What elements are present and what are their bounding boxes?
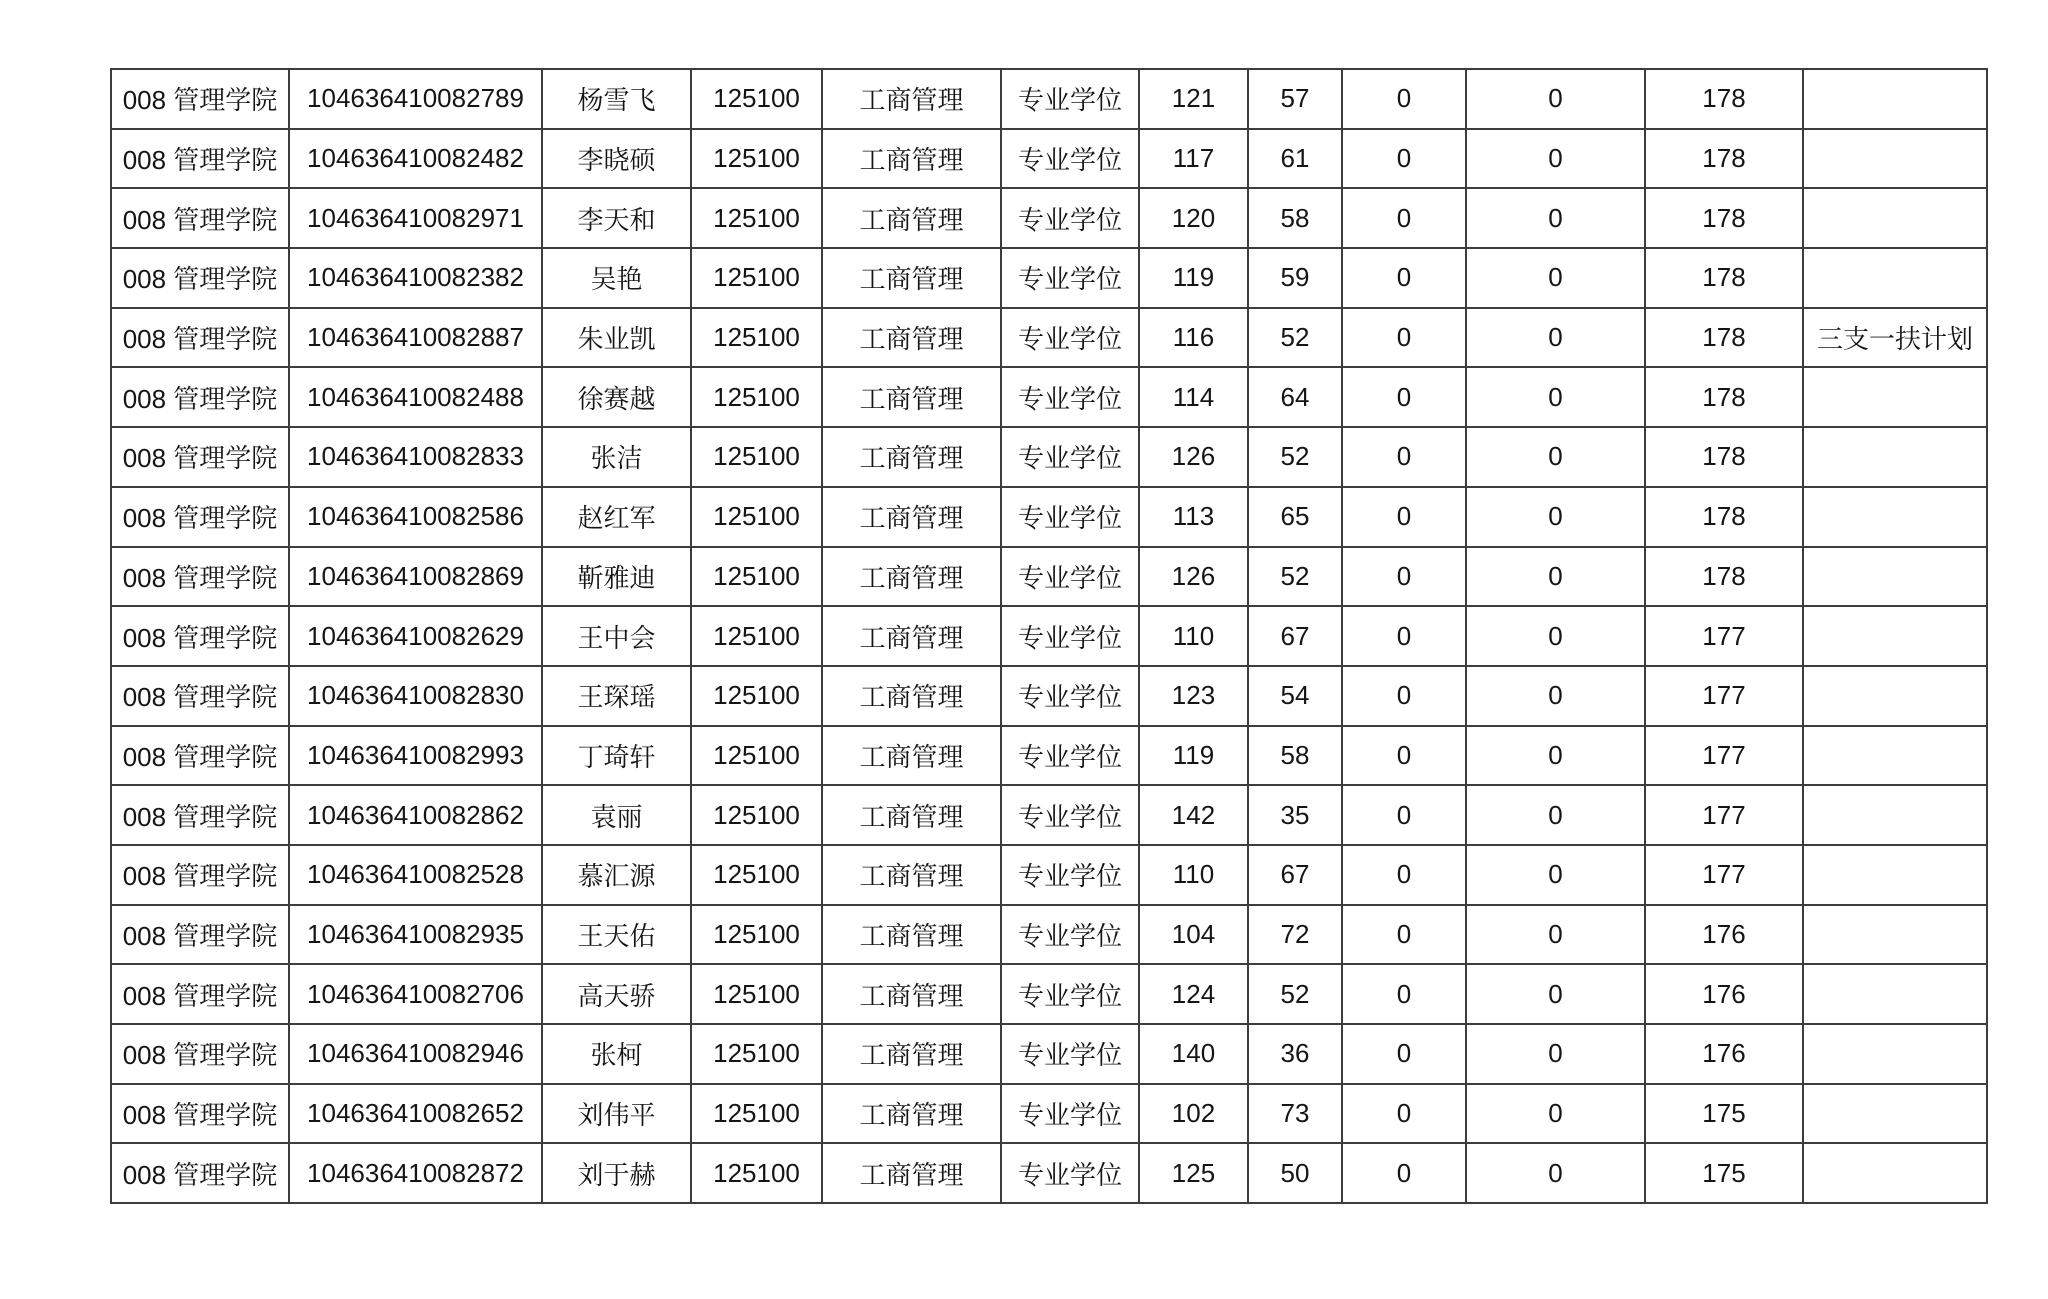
table-row bbox=[111, 547, 1987, 607]
cell-score2: 59 bbox=[1248, 248, 1342, 308]
cell-department: 008 管理学院 bbox=[111, 1024, 289, 1084]
cell-score2: 54 bbox=[1248, 666, 1342, 726]
cell-bonus-a: 0 bbox=[1342, 845, 1466, 905]
cell-score2: 67 bbox=[1248, 606, 1342, 666]
cell-note bbox=[1803, 487, 1987, 547]
cell-major-code: 125100 bbox=[691, 248, 822, 308]
cell-degree-type: 专业学位 bbox=[1001, 308, 1139, 368]
cell-bonus-a: 0 bbox=[1342, 487, 1466, 547]
cell-major: 工商管理 bbox=[822, 487, 1001, 547]
cell-name: 刘于赫 bbox=[542, 1143, 691, 1203]
cell-total: 177 bbox=[1645, 785, 1803, 845]
cell-major-code: 125100 bbox=[691, 785, 822, 845]
table-row bbox=[111, 487, 1987, 547]
cell-bonus-a: 0 bbox=[1342, 129, 1466, 189]
cell-score2: 64 bbox=[1248, 367, 1342, 427]
cell-bonus-a: 0 bbox=[1342, 547, 1466, 607]
cell-note bbox=[1803, 1143, 1987, 1203]
cell-note bbox=[1803, 845, 1987, 905]
cell-bonus-a: 0 bbox=[1342, 785, 1466, 845]
cell-total: 178 bbox=[1645, 248, 1803, 308]
cell-score2: 73 bbox=[1248, 1084, 1342, 1144]
cell-note bbox=[1803, 1024, 1987, 1084]
cell-bonus-b: 0 bbox=[1466, 188, 1645, 248]
cell-score2: 52 bbox=[1248, 427, 1342, 487]
cell-candidate-id: 104636410082869 bbox=[289, 547, 542, 607]
cell-candidate-id: 104636410082706 bbox=[289, 964, 542, 1024]
cell-major-code: 125100 bbox=[691, 427, 822, 487]
cell-score1: 124 bbox=[1139, 964, 1248, 1024]
cell-name: 张柯 bbox=[542, 1024, 691, 1084]
cell-bonus-a: 0 bbox=[1342, 1084, 1466, 1144]
cell-candidate-id: 104636410082993 bbox=[289, 726, 542, 786]
cell-total: 176 bbox=[1645, 1024, 1803, 1084]
cell-score2: 58 bbox=[1248, 726, 1342, 786]
cell-note bbox=[1803, 726, 1987, 786]
cell-bonus-b: 0 bbox=[1466, 129, 1645, 189]
cell-total: 178 bbox=[1645, 129, 1803, 189]
cell-name: 王天佑 bbox=[542, 905, 691, 965]
cell-department: 008 管理学院 bbox=[111, 487, 289, 547]
cell-total: 178 bbox=[1645, 188, 1803, 248]
cell-department: 008 管理学院 bbox=[111, 308, 289, 368]
cell-score1: 142 bbox=[1139, 785, 1248, 845]
cell-name: 王琛瑶 bbox=[542, 666, 691, 726]
cell-note bbox=[1803, 785, 1987, 845]
cell-candidate-id: 104636410082833 bbox=[289, 427, 542, 487]
cell-score2: 52 bbox=[1248, 964, 1342, 1024]
cell-bonus-a: 0 bbox=[1342, 726, 1466, 786]
table-row bbox=[111, 964, 1987, 1024]
cell-total: 176 bbox=[1645, 964, 1803, 1024]
table-row bbox=[111, 188, 1987, 248]
cell-score1: 125 bbox=[1139, 1143, 1248, 1203]
cell-department: 008 管理学院 bbox=[111, 964, 289, 1024]
cell-bonus-a: 0 bbox=[1342, 308, 1466, 368]
cell-score1: 110 bbox=[1139, 606, 1248, 666]
cell-candidate-id: 104636410082586 bbox=[289, 487, 542, 547]
cell-major: 工商管理 bbox=[822, 427, 1001, 487]
cell-score1: 113 bbox=[1139, 487, 1248, 547]
table-row bbox=[111, 785, 1987, 845]
cell-degree-type: 专业学位 bbox=[1001, 905, 1139, 965]
table-row bbox=[111, 308, 1987, 368]
cell-score2: 65 bbox=[1248, 487, 1342, 547]
cell-note bbox=[1803, 129, 1987, 189]
cell-bonus-a: 0 bbox=[1342, 248, 1466, 308]
table-row bbox=[111, 845, 1987, 905]
cell-bonus-b: 0 bbox=[1466, 666, 1645, 726]
cell-department: 008 管理学院 bbox=[111, 248, 289, 308]
cell-bonus-a: 0 bbox=[1342, 1024, 1466, 1084]
cell-major: 工商管理 bbox=[822, 905, 1001, 965]
cell-candidate-id: 104636410082652 bbox=[289, 1084, 542, 1144]
cell-candidate-id: 104636410082872 bbox=[289, 1143, 542, 1203]
cell-total: 178 bbox=[1645, 547, 1803, 607]
cell-bonus-b: 0 bbox=[1466, 1084, 1645, 1144]
cell-name: 吴艳 bbox=[542, 248, 691, 308]
cell-note bbox=[1803, 69, 1987, 129]
cell-department: 008 管理学院 bbox=[111, 367, 289, 427]
cell-candidate-id: 104636410082629 bbox=[289, 606, 542, 666]
cell-candidate-id: 104636410082862 bbox=[289, 785, 542, 845]
cell-bonus-b: 0 bbox=[1466, 547, 1645, 607]
cell-degree-type: 专业学位 bbox=[1001, 367, 1139, 427]
cell-degree-type: 专业学位 bbox=[1001, 726, 1139, 786]
cell-note bbox=[1803, 905, 1987, 965]
cell-candidate-id: 104636410082971 bbox=[289, 188, 542, 248]
cell-department: 008 管理学院 bbox=[111, 606, 289, 666]
cell-bonus-b: 0 bbox=[1466, 1143, 1645, 1203]
cell-note bbox=[1803, 367, 1987, 427]
cell-total: 178 bbox=[1645, 69, 1803, 129]
cell-note bbox=[1803, 248, 1987, 308]
cell-score2: 36 bbox=[1248, 1024, 1342, 1084]
cell-score1: 110 bbox=[1139, 845, 1248, 905]
cell-name: 王中会 bbox=[542, 606, 691, 666]
cell-bonus-b: 0 bbox=[1466, 487, 1645, 547]
cell-score1: 121 bbox=[1139, 69, 1248, 129]
cell-department: 008 管理学院 bbox=[111, 666, 289, 726]
cell-department: 008 管理学院 bbox=[111, 905, 289, 965]
cell-score1: 116 bbox=[1139, 308, 1248, 368]
cell-name: 杨雪飞 bbox=[542, 69, 691, 129]
cell-score1: 102 bbox=[1139, 1084, 1248, 1144]
cell-major: 工商管理 bbox=[822, 308, 1001, 368]
cell-name: 徐赛越 bbox=[542, 367, 691, 427]
cell-name: 李晓硕 bbox=[542, 129, 691, 189]
cell-bonus-b: 0 bbox=[1466, 845, 1645, 905]
cell-score2: 61 bbox=[1248, 129, 1342, 189]
cell-note bbox=[1803, 1084, 1987, 1144]
table-row bbox=[111, 905, 1987, 965]
cell-score1: 119 bbox=[1139, 248, 1248, 308]
admission-score-table bbox=[110, 68, 1988, 1204]
table-row bbox=[111, 726, 1987, 786]
table-row bbox=[111, 248, 1987, 308]
cell-major: 工商管理 bbox=[822, 1143, 1001, 1203]
cell-major: 工商管理 bbox=[822, 726, 1001, 786]
cell-candidate-id: 104636410082935 bbox=[289, 905, 542, 965]
cell-department: 008 管理学院 bbox=[111, 726, 289, 786]
cell-degree-type: 专业学位 bbox=[1001, 606, 1139, 666]
cell-bonus-a: 0 bbox=[1342, 367, 1466, 427]
cell-note: 三支一扶计划 bbox=[1803, 308, 1987, 368]
cell-department: 008 管理学院 bbox=[111, 69, 289, 129]
cell-name: 张洁 bbox=[542, 427, 691, 487]
cell-degree-type: 专业学位 bbox=[1001, 1084, 1139, 1144]
cell-total: 175 bbox=[1645, 1084, 1803, 1144]
table-row bbox=[111, 1143, 1987, 1203]
cell-major: 工商管理 bbox=[822, 666, 1001, 726]
cell-score1: 123 bbox=[1139, 666, 1248, 726]
cell-major-code: 125100 bbox=[691, 666, 822, 726]
cell-score2: 67 bbox=[1248, 845, 1342, 905]
cell-major-code: 125100 bbox=[691, 308, 822, 368]
cell-degree-type: 专业学位 bbox=[1001, 1143, 1139, 1203]
cell-department: 008 管理学院 bbox=[111, 1084, 289, 1144]
cell-major: 工商管理 bbox=[822, 547, 1001, 607]
cell-degree-type: 专业学位 bbox=[1001, 487, 1139, 547]
cell-name: 刘伟平 bbox=[542, 1084, 691, 1144]
cell-candidate-id: 104636410082482 bbox=[289, 129, 542, 189]
cell-major-code: 125100 bbox=[691, 69, 822, 129]
cell-total: 177 bbox=[1645, 726, 1803, 786]
cell-department: 008 管理学院 bbox=[111, 188, 289, 248]
cell-bonus-b: 0 bbox=[1466, 308, 1645, 368]
cell-major: 工商管理 bbox=[822, 69, 1001, 129]
cell-score2: 52 bbox=[1248, 547, 1342, 607]
table-row bbox=[111, 129, 1987, 189]
cell-degree-type: 专业学位 bbox=[1001, 248, 1139, 308]
cell-score1: 114 bbox=[1139, 367, 1248, 427]
cell-score1: 140 bbox=[1139, 1024, 1248, 1084]
cell-note bbox=[1803, 547, 1987, 607]
cell-total: 175 bbox=[1645, 1143, 1803, 1203]
cell-major-code: 125100 bbox=[691, 1024, 822, 1084]
cell-major-code: 125100 bbox=[691, 487, 822, 547]
table-row bbox=[111, 1024, 1987, 1084]
cell-name: 赵红军 bbox=[542, 487, 691, 547]
cell-total: 178 bbox=[1645, 367, 1803, 427]
cell-major-code: 125100 bbox=[691, 905, 822, 965]
cell-major-code: 125100 bbox=[691, 726, 822, 786]
cell-total: 177 bbox=[1645, 666, 1803, 726]
cell-score1: 126 bbox=[1139, 547, 1248, 607]
cell-degree-type: 专业学位 bbox=[1001, 69, 1139, 129]
cell-major: 工商管理 bbox=[822, 1084, 1001, 1144]
cell-bonus-b: 0 bbox=[1466, 1024, 1645, 1084]
cell-bonus-a: 0 bbox=[1342, 964, 1466, 1024]
cell-score1: 119 bbox=[1139, 726, 1248, 786]
cell-bonus-a: 0 bbox=[1342, 666, 1466, 726]
cell-score2: 35 bbox=[1248, 785, 1342, 845]
cell-degree-type: 专业学位 bbox=[1001, 666, 1139, 726]
cell-major-code: 125100 bbox=[691, 129, 822, 189]
cell-bonus-a: 0 bbox=[1342, 69, 1466, 129]
cell-bonus-a: 0 bbox=[1342, 427, 1466, 487]
cell-total: 176 bbox=[1645, 905, 1803, 965]
cell-bonus-b: 0 bbox=[1466, 248, 1645, 308]
cell-department: 008 管理学院 bbox=[111, 845, 289, 905]
cell-major-code: 125100 bbox=[691, 1084, 822, 1144]
cell-name: 慕汇源 bbox=[542, 845, 691, 905]
cell-total: 178 bbox=[1645, 427, 1803, 487]
cell-bonus-b: 0 bbox=[1466, 367, 1645, 427]
cell-bonus-a: 0 bbox=[1342, 188, 1466, 248]
cell-degree-type: 专业学位 bbox=[1001, 964, 1139, 1024]
cell-candidate-id: 104636410082946 bbox=[289, 1024, 542, 1084]
table-row bbox=[111, 367, 1987, 427]
cell-note bbox=[1803, 666, 1987, 726]
cell-degree-type: 专业学位 bbox=[1001, 427, 1139, 487]
table-row bbox=[111, 69, 1987, 129]
cell-total: 178 bbox=[1645, 308, 1803, 368]
cell-score2: 72 bbox=[1248, 905, 1342, 965]
cell-candidate-id: 104636410082789 bbox=[289, 69, 542, 129]
cell-bonus-b: 0 bbox=[1466, 69, 1645, 129]
cell-major-code: 125100 bbox=[691, 606, 822, 666]
cell-major-code: 125100 bbox=[691, 845, 822, 905]
cell-score1: 117 bbox=[1139, 129, 1248, 189]
cell-major: 工商管理 bbox=[822, 188, 1001, 248]
cell-major: 工商管理 bbox=[822, 785, 1001, 845]
cell-total: 177 bbox=[1645, 606, 1803, 666]
cell-note bbox=[1803, 964, 1987, 1024]
cell-name: 袁丽 bbox=[542, 785, 691, 845]
cell-bonus-b: 0 bbox=[1466, 905, 1645, 965]
cell-score1: 126 bbox=[1139, 427, 1248, 487]
cell-name: 朱业凯 bbox=[542, 308, 691, 368]
cell-bonus-a: 0 bbox=[1342, 1143, 1466, 1203]
cell-score2: 52 bbox=[1248, 308, 1342, 368]
cell-bonus-b: 0 bbox=[1466, 606, 1645, 666]
cell-name: 高天骄 bbox=[542, 964, 691, 1024]
cell-department: 008 管理学院 bbox=[111, 1143, 289, 1203]
cell-candidate-id: 104636410082528 bbox=[289, 845, 542, 905]
cell-score1: 104 bbox=[1139, 905, 1248, 965]
table-row bbox=[111, 1084, 1987, 1144]
cell-note bbox=[1803, 427, 1987, 487]
cell-major: 工商管理 bbox=[822, 1024, 1001, 1084]
cell-major-code: 125100 bbox=[691, 547, 822, 607]
cell-name: 丁琦轩 bbox=[542, 726, 691, 786]
cell-department: 008 管理学院 bbox=[111, 785, 289, 845]
table-row bbox=[111, 606, 1987, 666]
cell-major: 工商管理 bbox=[822, 845, 1001, 905]
cell-candidate-id: 104636410082887 bbox=[289, 308, 542, 368]
cell-note bbox=[1803, 188, 1987, 248]
cell-major-code: 125100 bbox=[691, 367, 822, 427]
cell-bonus-a: 0 bbox=[1342, 905, 1466, 965]
cell-department: 008 管理学院 bbox=[111, 129, 289, 189]
table-row bbox=[111, 666, 1987, 726]
cell-degree-type: 专业学位 bbox=[1001, 547, 1139, 607]
cell-score2: 57 bbox=[1248, 69, 1342, 129]
cell-bonus-b: 0 bbox=[1466, 964, 1645, 1024]
cell-degree-type: 专业学位 bbox=[1001, 1024, 1139, 1084]
cell-note bbox=[1803, 606, 1987, 666]
cell-degree-type: 专业学位 bbox=[1001, 845, 1139, 905]
cell-candidate-id: 104636410082830 bbox=[289, 666, 542, 726]
cell-department: 008 管理学院 bbox=[111, 427, 289, 487]
cell-degree-type: 专业学位 bbox=[1001, 188, 1139, 248]
table-row bbox=[111, 427, 1987, 487]
cell-candidate-id: 104636410082382 bbox=[289, 248, 542, 308]
cell-major: 工商管理 bbox=[822, 129, 1001, 189]
cell-bonus-b: 0 bbox=[1466, 726, 1645, 786]
cell-department: 008 管理学院 bbox=[111, 547, 289, 607]
cell-bonus-b: 0 bbox=[1466, 427, 1645, 487]
cell-bonus-b: 0 bbox=[1466, 785, 1645, 845]
cell-total: 177 bbox=[1645, 845, 1803, 905]
cell-total: 178 bbox=[1645, 487, 1803, 547]
cell-score2: 58 bbox=[1248, 188, 1342, 248]
cell-major: 工商管理 bbox=[822, 367, 1001, 427]
cell-name: 李天和 bbox=[542, 188, 691, 248]
cell-score2: 50 bbox=[1248, 1143, 1342, 1203]
cell-major-code: 125100 bbox=[691, 1143, 822, 1203]
cell-major: 工商管理 bbox=[822, 606, 1001, 666]
cell-degree-type: 专业学位 bbox=[1001, 129, 1139, 189]
cell-major-code: 125100 bbox=[691, 188, 822, 248]
cell-candidate-id: 104636410082488 bbox=[289, 367, 542, 427]
cell-major: 工商管理 bbox=[822, 964, 1001, 1024]
cell-major-code: 125100 bbox=[691, 964, 822, 1024]
cell-score1: 120 bbox=[1139, 188, 1248, 248]
cell-major: 工商管理 bbox=[822, 248, 1001, 308]
cell-bonus-a: 0 bbox=[1342, 606, 1466, 666]
cell-name: 靳雅迪 bbox=[542, 547, 691, 607]
cell-degree-type: 专业学位 bbox=[1001, 785, 1139, 845]
